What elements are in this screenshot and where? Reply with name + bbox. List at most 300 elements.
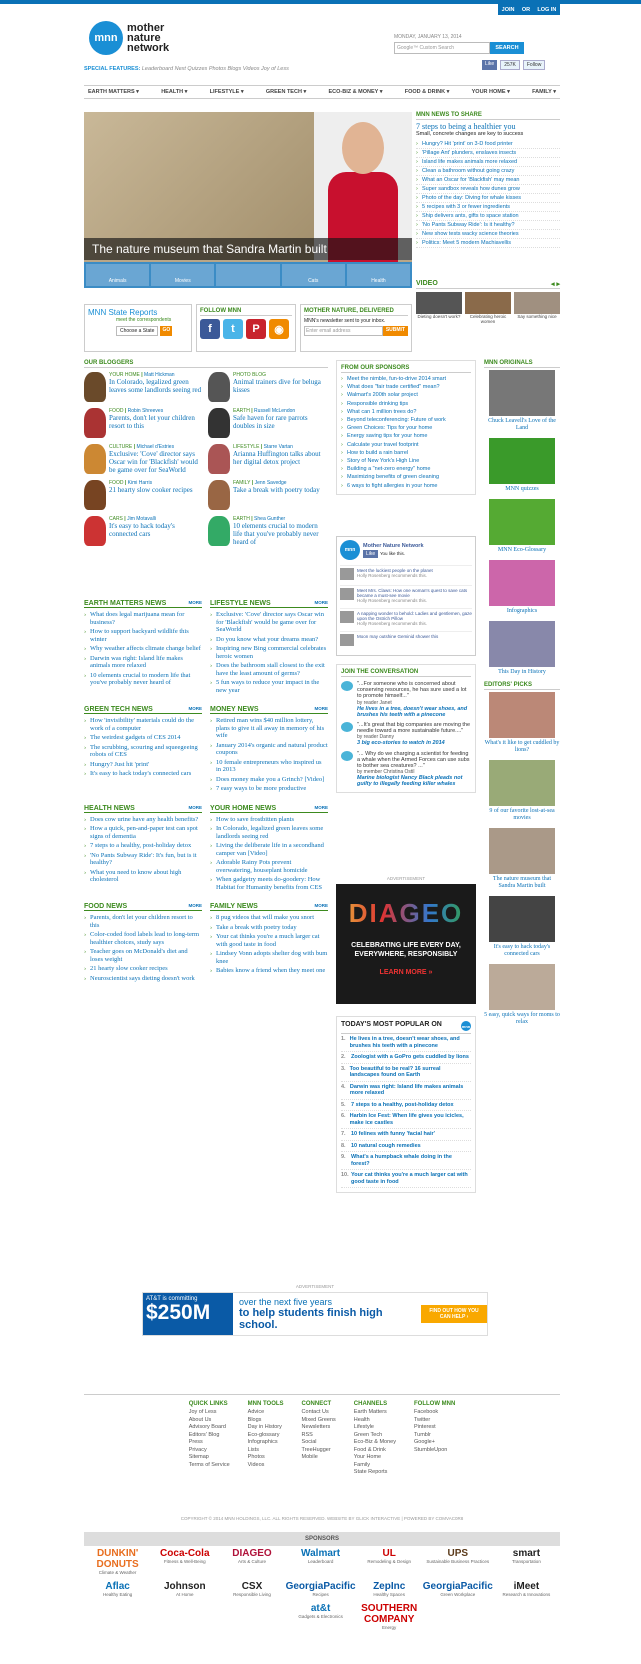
sponsor-logo[interactable] [493, 1548, 560, 1575]
share-item[interactable]: › Politics: Meet 5 modern Machiavellis [416, 239, 560, 248]
state-select[interactable]: Choose a State [116, 326, 158, 336]
blogger-item[interactable] [84, 516, 204, 546]
hero-thumb[interactable]: Movies [151, 264, 214, 286]
news-item[interactable]: › 'No Pants Subway Ride': It's fun, but is it healthy? [84, 852, 202, 867]
news-item[interactable]: › In Colorado, legalized green leaves some landlords seeing red [210, 825, 328, 840]
editors-pick[interactable] [484, 692, 560, 754]
nav-lifestyle[interactable]: LIFESTYLE ▾ [209, 89, 244, 95]
editors-pick-title[interactable]: It's easy to hack today's connected cars [493, 944, 551, 957]
share-item[interactable]: › 'Pillage Ant' plunders, enslaves insects [416, 149, 560, 158]
footer-link[interactable]: StumbleUpon [413, 1446, 448, 1453]
blogger-item[interactable] [84, 444, 204, 474]
news-item[interactable]: › Do you know what your dreams mean? [210, 636, 328, 644]
site-logo[interactable] [89, 21, 169, 55]
blogger-post-title[interactable]: Exclusive: 'Cove' director says Oscar win for 'Blackfish' would be game over for SeaWorld [109, 450, 198, 474]
news-item[interactable]: › How to save frostbitten plants [210, 816, 328, 824]
news-section-title[interactable]: EARTH MATTERS NEWS [84, 600, 167, 607]
news-sections [84, 600, 328, 984]
footer-column [354, 1401, 396, 1477]
original-item[interactable] [484, 370, 560, 432]
news-item[interactable]: › Darwin was right: Island life makes animals more relaxed [84, 655, 202, 670]
footer-link[interactable]: Google+ [413, 1439, 435, 1445]
popular-item[interactable] [341, 1129, 471, 1141]
share-item[interactable]: › What an Oscar for 'Blackfish' may mean [416, 176, 560, 185]
popular-title[interactable]: Darwin was right: Island life makes animals more relaxed [349, 1083, 464, 1096]
video-item[interactable] [514, 292, 560, 324]
sponsor-logo[interactable] [423, 1581, 493, 1597]
editors-pick-title[interactable]: The nature museum that Sandra Martin built [492, 876, 552, 889]
comment-bubble-icon [341, 681, 353, 691]
state-sub[interactable]: meet the correspondents [116, 317, 172, 323]
nav-health[interactable]: HEALTH ▾ [161, 89, 188, 95]
footer-link[interactable]: RSS [301, 1431, 313, 1438]
more-link[interactable]: MORE [188, 706, 202, 711]
footer-link[interactable]: Your Home [353, 1454, 382, 1460]
original-item[interactable] [484, 438, 560, 493]
news-item[interactable]: › Parents, don't let your children resort to this [84, 914, 202, 929]
share-item[interactable]: › Island life makes animals more relaxed [416, 158, 560, 167]
blogger-text [233, 480, 320, 510]
logo-line: network [127, 42, 170, 54]
original-item[interactable] [484, 499, 560, 554]
more-link[interactable]: MORE [188, 804, 202, 810]
fb-post[interactable] [340, 565, 472, 580]
fb-post[interactable] [340, 631, 472, 646]
footer-link[interactable]: Twitter [413, 1416, 431, 1423]
att-banner-ad[interactable] [142, 1292, 488, 1336]
blogger-post-title[interactable]: In Colorado, legalized green leaves some landlords seeing red [109, 378, 202, 394]
news-item[interactable]: › Does cow urine have any health benefits? [84, 816, 202, 824]
popular-item[interactable] [341, 1100, 471, 1112]
blogger-item[interactable] [84, 480, 204, 510]
sponsor-logo[interactable] [151, 1581, 218, 1597]
footer-link[interactable]: Pinterest [413, 1424, 436, 1430]
nav-food-drink[interactable]: FOOD & DRINK ▾ [404, 89, 450, 95]
hero-thumb[interactable]: Animals [86, 264, 149, 286]
sponsor-item[interactable]: › How to build a rain barrel [341, 449, 471, 457]
sponsor-logo[interactable] [493, 1581, 560, 1597]
sponsor-logo[interactable] [423, 1548, 493, 1575]
twitter-icon[interactable]: t [223, 319, 243, 339]
sponsor-item[interactable]: › What can 1 million trees do? [341, 408, 471, 416]
popular-title[interactable]: Too beautiful to be real? 16 surreal landscapes found on Earth [349, 1065, 441, 1078]
sponsor-item[interactable]: › Energy saving tips for your home [341, 432, 471, 440]
editors-pick[interactable] [484, 896, 560, 958]
sponsor-logo[interactable] [151, 1548, 218, 1575]
share-item[interactable]: › Super sandbox reveals how dunes grow [416, 185, 560, 194]
footer-link[interactable]: TreeHugger [301, 1446, 331, 1453]
sponsor-item[interactable]: › Story of New York's High Line [341, 457, 471, 465]
email-input[interactable]: Enter email address [304, 326, 383, 336]
newsletter-form [304, 326, 408, 336]
popular-item[interactable] [341, 1082, 471, 1100]
diageo-learn-more[interactable]: LEARN MORE » [379, 969, 433, 976]
video-item[interactable] [465, 292, 511, 324]
hero-caption[interactable]: The nature museum that Sandra Martin built [84, 238, 412, 260]
blogger-category: FOOD | Robin Shreeves [109, 408, 164, 414]
footer-link[interactable]: Videos [247, 1461, 265, 1468]
fb-post[interactable] [340, 585, 472, 603]
hero-thumb[interactable] [216, 264, 279, 286]
follow-icons [200, 319, 292, 339]
news-item[interactable]: › 8 pug videos that will make you snort [210, 914, 328, 922]
popular-item[interactable] [341, 1034, 471, 1052]
footer-link[interactable]: Lifestyle [353, 1424, 374, 1430]
news-section-title[interactable]: HEALTH NEWS [84, 804, 135, 812]
fb-page-logo[interactable]: mnn [340, 540, 360, 560]
footer-heading: QUICK LINKS [188, 1401, 228, 1407]
original-item-image [489, 499, 555, 545]
state-go-button[interactable]: GO [160, 326, 172, 336]
popular-item[interactable] [341, 1052, 471, 1064]
blogger-cat: CULTURE [109, 444, 133, 450]
popular-title[interactable]: What's a humpback whale doing in the forest? [350, 1154, 452, 1167]
more-link[interactable]: MORE [314, 706, 328, 711]
news-item[interactable]: › Neuroscientist says dieting doesn't work [84, 975, 202, 983]
blogger-item[interactable] [84, 372, 204, 402]
sponsor-item[interactable]: › Calculate your travel footprint [341, 441, 471, 449]
banner-headline: to help students finish high school. [239, 1307, 383, 1331]
facebook-icon[interactable]: f [200, 319, 220, 339]
editors-pick-title[interactable]: 5 easy, quick ways for moms to relax [484, 1012, 560, 1025]
sponsor-category: Healthy Spaces [373, 1592, 405, 1597]
share-item[interactable]: › Clean a bathroom without going crazy [416, 167, 560, 176]
original-item-image [489, 621, 555, 667]
blogger-avatar [208, 372, 230, 402]
more-link[interactable]: MORE [314, 903, 328, 908]
sponsor-logo[interactable] [286, 1548, 356, 1575]
sponsor-logo[interactable] [218, 1581, 285, 1597]
popular-title[interactable]: Zoologist with a GoPro gets cuddled by lions [351, 1054, 469, 1060]
news-item[interactable]: › 7 steps to a healthy, post-holiday detox [84, 842, 202, 850]
news-item[interactable]: › It's easy to hack today's connected cars [84, 770, 202, 778]
sponsor-logo[interactable] [356, 1581, 423, 1597]
footer-link[interactable]: Infographics [247, 1439, 278, 1445]
sponsor-logo[interactable] [286, 1581, 356, 1597]
news-section-header [210, 903, 328, 911]
news-item[interactable]: › What you need to know about high cholesterol [84, 869, 202, 884]
share-item[interactable]: › Photo of the day: Diving for whale kisses [416, 194, 560, 203]
more-link[interactable]: MORE [188, 903, 202, 908]
news-section-title[interactable]: GREEN TECH NEWS [84, 706, 153, 713]
comment-article-link[interactable]: 3 big eco-stories to watch in 2014 [357, 740, 445, 747]
blogger-author[interactable]: Michael d'Estries [136, 444, 175, 450]
newsletter-signup [300, 304, 412, 352]
blogger-post-title[interactable]: Safe haven for rare parrots doubles in size [233, 414, 308, 430]
footer-link[interactable]: Mixed Greens [301, 1416, 336, 1423]
footer-link[interactable]: Newsletters [301, 1424, 331, 1430]
sponsor-name: smart [512, 1548, 541, 1559]
footer-link[interactable]: Day in History [247, 1424, 282, 1430]
blogger-item[interactable] [208, 372, 328, 402]
footer-link[interactable]: Eco-glossary [247, 1431, 280, 1438]
blogger-cat: FAMILY [233, 480, 251, 486]
sponsor-logo[interactable] [356, 1548, 423, 1575]
news-section-title[interactable]: YOUR HOME NEWS [210, 804, 277, 812]
news-item[interactable]: › 21 hearty slow cooker recipes [84, 965, 202, 973]
footer-link[interactable]: About Us [188, 1416, 212, 1423]
popular-title[interactable]: 7 steps to a healthy, post-holiday detox [351, 1101, 454, 1108]
popular-title[interactable]: 10 natural cough remedies [351, 1142, 421, 1149]
blogger-post-title[interactable]: 10 elements crucial to modern life that you've probably never heard of [233, 522, 319, 546]
nav-family[interactable]: FAMILY ▾ [532, 89, 556, 95]
popular-item[interactable] [341, 1152, 471, 1170]
footer-link[interactable]: Joy of Less [188, 1409, 217, 1415]
blogger-post-title[interactable]: It's easy to hack today's connected cars [109, 522, 175, 538]
facebook-like-button[interactable]: Like [482, 60, 497, 70]
share-list [416, 140, 560, 248]
news-section [84, 600, 202, 696]
footer-link[interactable]: Privacy [188, 1446, 207, 1453]
more-link[interactable]: MORE [314, 804, 328, 810]
hero-thumb[interactable]: Cats [282, 264, 345, 286]
hero-slideshow[interactable] [84, 112, 412, 288]
news-item[interactable]: › How 'invisibility' materials could do the work of a computer [84, 717, 202, 732]
news-item[interactable]: › 10 elements crucial to modern life that you've probably never heard of [84, 672, 202, 687]
main-nav [84, 85, 560, 99]
footer-link[interactable]: Editors' Blog [188, 1431, 220, 1438]
blogger-author[interactable]: Kimi Harris [127, 480, 153, 486]
original-item[interactable] [484, 621, 560, 676]
banner-cta[interactable]: FIND OUT HOW YOU CAN HELP › [421, 1305, 487, 1323]
nav-eco-biz[interactable]: ECO-BIZ & MONEY ▾ [328, 89, 383, 95]
news-item[interactable]: › Your cat thinks you're a much larger cat with good taste in food [210, 933, 328, 948]
footer-link[interactable]: Food & Drink [353, 1446, 386, 1453]
nav-green-tech[interactable]: GREEN TECH ▾ [265, 89, 307, 95]
footer-link[interactable]: Advisory Board [188, 1424, 226, 1430]
news-item[interactable]: › The scrubbing, scouring and squeegeeing robots of CES [84, 744, 202, 759]
popular-item[interactable] [341, 1141, 471, 1153]
sponsor-item[interactable]: › Green Choices: Tips for your home [341, 424, 471, 432]
news-item[interactable]: › Why weather affects climate change belief [84, 645, 202, 653]
comment-article-link[interactable]: He lives in a tree, doesn't wear shoes, and brushes his teeth with a pinecone [357, 705, 468, 718]
share-item[interactable]: › Hungry? Hit 'print' on 3-D food printer [416, 140, 560, 149]
news-item[interactable]: › How to support backyard wildlife this winter [84, 628, 202, 643]
nav-your-home[interactable]: YOUR HOME ▾ [471, 89, 510, 95]
fb-post-title[interactable]: Moon may outshine Geminid shower this [357, 634, 439, 639]
footer-column [189, 1401, 230, 1477]
fb-like-button[interactable]: Like [363, 550, 378, 558]
news-section-title[interactable]: MONEY NEWS [210, 706, 259, 713]
share-item[interactable]: › 'No Pants Subway Ride': Is it healthy? [416, 221, 560, 230]
original-item-title[interactable]: Infographics [506, 608, 538, 614]
convo-item [341, 751, 471, 788]
join-the-conversation [336, 664, 476, 793]
news-item[interactable]: › Does the bathroom stall closest to the exit have the least amount of germs? [210, 662, 328, 677]
news-item[interactable]: › Adorable Rainy Pots prevent overwatering, houseplant homicide [210, 859, 328, 874]
footer-link[interactable]: Contact Us [301, 1409, 329, 1415]
originals-heading: MNN ORIGINALS [484, 360, 560, 368]
popular-title[interactable]: Harbin Ice Fest: When life gives you icicles, make ice castles [349, 1113, 464, 1126]
footer-link[interactable]: Mobile [301, 1454, 318, 1460]
fb-post-title[interactable]: Meet Mrs. Claws: How one woman's quest to save cats became a must-see movie [357, 588, 468, 598]
news-section-header [84, 903, 202, 911]
blogger-item[interactable] [208, 408, 328, 438]
fb-post-title[interactable]: A napping wonder to behold: Ladies and gentlemen, gaze upon the Ostrich Pillow [357, 611, 472, 621]
footer-link[interactable]: Photos [247, 1454, 265, 1460]
pinterest-icon[interactable]: P [246, 319, 266, 339]
popular-title[interactable]: He lives in a tree, doesn't wear shoes, and brushes his teeth with a pinecone [349, 1036, 460, 1049]
current-date: MONDAY, JANUARY 13, 2014 [394, 34, 462, 40]
or-text: OR [521, 6, 531, 13]
blogger-post-title[interactable]: 21 hearty slow cooker recipes [109, 486, 193, 494]
original-item-title[interactable]: MNN quizzes [505, 486, 539, 492]
footer-link[interactable]: Advice [247, 1409, 265, 1415]
news-item[interactable]: › When gadgetry meets do-goodery: How Habitat for Humanity benefits from CES [210, 876, 328, 891]
news-section-title[interactable]: FAMILY NEWS [210, 903, 258, 910]
original-item-title[interactable]: Chuck Leavell's Love of the Land [488, 418, 556, 431]
editors-pick-title[interactable]: What's it like to get cuddled by lions? [484, 740, 560, 753]
video-thumbs [416, 292, 560, 324]
login-link[interactable]: LOG IN [537, 6, 557, 13]
rss-icon[interactable]: ◉ [269, 319, 289, 339]
news-item[interactable]: › 10 female entrepreneurs who inspired us in 2013 [210, 759, 328, 774]
share-item[interactable]: › Ship delivers ants, gifts to space station [416, 212, 560, 221]
sponsor-logo[interactable] [84, 1581, 151, 1597]
sponsor-logo[interactable] [356, 1603, 423, 1630]
news-section-title[interactable]: FOOD NEWS [84, 903, 128, 910]
twitter-follow-button[interactable]: Follow [523, 60, 545, 70]
popular-rank: 3. [341, 1065, 346, 1072]
editors-pick[interactable] [484, 964, 560, 1026]
footer-link[interactable]: Family [353, 1461, 370, 1468]
news-item[interactable]: › Exclusive: 'Cove' director says Oscar win for 'Blackfish' would be game over for SeaWorld [210, 611, 328, 634]
news-item[interactable]: › Teacher goes on McDonald's diet and loses weight [84, 948, 202, 963]
share-item[interactable]: › New show tests wacky science theories [416, 230, 560, 239]
footer-link[interactable]: State Reports [353, 1469, 388, 1475]
news-item[interactable]: › Lindsey Vonn adopts shelter dog with bum knee [210, 950, 328, 965]
more-link[interactable]: MORE [188, 600, 202, 605]
footer-link[interactable]: Blogs [247, 1416, 262, 1423]
video-item[interactable] [416, 292, 462, 324]
sponsor-item[interactable]: › Walmart's 200th solar project [341, 391, 471, 399]
join-link[interactable]: JOIN [501, 6, 515, 13]
blogger-text [109, 444, 204, 474]
blogger-post-title[interactable]: Animal trainers dive for beluga kisses [233, 378, 321, 394]
share-item[interactable]: › 5 recipes with 3 or fewer ingredients [416, 203, 560, 212]
blogger-author[interactable]: Russell McLendon [254, 408, 296, 414]
banner-middle [233, 1293, 421, 1335]
news-item[interactable]: › Color-coded food labels lead to long-term healthier choices, study says [84, 931, 202, 946]
blogger-item[interactable] [208, 480, 328, 510]
blogger-author[interactable]: Jenn Savedge [254, 480, 287, 486]
sponsor-logo[interactable] [218, 1548, 285, 1575]
news-item[interactable]: › The weirdest gadgets of CES 2014 [84, 734, 202, 742]
fb-post-title[interactable]: Meet the luckiest people on the planet [357, 568, 433, 573]
footer-link[interactable]: Green Tech [353, 1431, 383, 1438]
submit-button[interactable]: SUBMIT [383, 326, 408, 336]
comment-author: by member Christina Ostil [357, 769, 415, 776]
special-features-links[interactable]: Leaderboard Next Quizzes Photos Blogs Videos Joy of Less [141, 66, 289, 72]
blogger-author[interactable]: Jim Motavalli [127, 516, 156, 522]
footer-link[interactable]: Health [353, 1416, 370, 1423]
footer-link[interactable]: Terms of Service [188, 1461, 230, 1468]
news-item[interactable]: › Does money make you a Grinch? [Video] [210, 776, 328, 784]
news-item[interactable]: › Babies know a friend when they meet one [210, 967, 328, 975]
blogger-author[interactable]: Shea Gunther [254, 516, 286, 522]
news-section-title[interactable]: LIFESTYLE NEWS [210, 600, 271, 607]
share-heading: MNN NEWS TO SHARE [416, 112, 560, 120]
editors-pick-title[interactable]: 9 of our favorite lost-at-sea movies [489, 808, 555, 821]
news-item[interactable]: › 5 fun ways to reduce your impact in the new year [210, 679, 328, 694]
sponsor-item[interactable]: › What does "fair trade certified" mean? [341, 383, 471, 391]
original-item-title[interactable]: This Day in History [498, 669, 546, 675]
footer-link[interactable]: Lists [247, 1446, 259, 1453]
footer-link[interactable]: Social [301, 1439, 317, 1445]
share-title[interactable]: 7 steps to being a healthier you [416, 122, 516, 131]
popular-item[interactable] [341, 1111, 471, 1129]
popular-item[interactable] [341, 1170, 471, 1188]
fb-post[interactable] [340, 608, 472, 626]
state-select-row [116, 326, 188, 336]
sponsor-name: Aflac [105, 1581, 130, 1592]
footer-link[interactable]: Earth Matters [353, 1409, 387, 1415]
footer-link[interactable]: Eco-Biz & Money [353, 1439, 396, 1445]
sponsor-item[interactable]: › Responsible drinking tips [341, 400, 471, 408]
footer-link[interactable]: Tumblr [413, 1431, 431, 1438]
blogger-post-title[interactable]: Take a break with poetry today [233, 486, 320, 494]
sponsor-item[interactable]: › 6 ways to fight allergies in your home [341, 482, 471, 490]
sponsor-item[interactable]: › Maximizing benefits of green cleaning [341, 473, 471, 481]
news-item[interactable]: › Inspiring new Bing commercial celebrates heroic women [210, 645, 328, 660]
blogger-item[interactable] [208, 516, 328, 546]
news-item[interactable]: › Hungry? Just hit 'print' [84, 761, 202, 769]
sponsor-logo[interactable] [84, 1548, 151, 1575]
sponsor-item[interactable]: › Building a "net-zero energy" home [341, 465, 471, 473]
popular-title[interactable]: 10 felines with funny 'facial hair' [351, 1131, 435, 1137]
editors-pick[interactable] [484, 828, 560, 890]
news-item[interactable]: › What does legal marijuana mean for business? [84, 611, 202, 626]
news-item[interactable]: › January 2014's organic and natural product coupons [210, 742, 328, 757]
blogger-item[interactable] [208, 444, 328, 474]
news-item[interactable]: › 7 easy ways to be more productive [210, 785, 328, 793]
blogger-author[interactable]: Robin Shreeves [127, 408, 164, 414]
blogger-item[interactable] [84, 408, 204, 438]
news-item[interactable]: › Living the deliberate life in a secondhand camper van [Video] [210, 842, 328, 857]
more-link[interactable]: MORE [314, 600, 328, 605]
diageo-ad[interactable] [336, 884, 476, 1004]
nav-earth-matters[interactable]: EARTH MATTERS ▾ [88, 89, 139, 95]
original-item[interactable] [484, 560, 560, 615]
news-item[interactable]: › Retired man wins $40 million lottery, plans to give it all away in memory of his wife [210, 717, 328, 740]
editors-pick[interactable] [484, 760, 560, 822]
popular-item[interactable] [341, 1064, 471, 1082]
popular-title[interactable]: Your cat thinks you're a much larger cat with good taste in food [351, 1172, 468, 1185]
search-button[interactable]: SEARCH [490, 42, 524, 54]
news-item[interactable]: › Take a break with poetry today [210, 924, 328, 932]
sponsor-item[interactable]: › Beyond teleconferencing: Future of work [341, 416, 471, 424]
blogger-post-title[interactable]: Parents, don't let your children resort to this [109, 414, 195, 430]
convo-comment [341, 722, 471, 734]
blogger-author[interactable]: Starre Vartan [263, 444, 293, 450]
footer-link[interactable]: Press [188, 1439, 203, 1445]
blogger-author[interactable]: Matt Hickman [144, 372, 175, 378]
news-item[interactable]: › How a quick, pen-and-paper test can spot signs of dementia [84, 825, 202, 840]
footer-link[interactable]: Facebook [413, 1409, 439, 1415]
sponsor-item[interactable]: › Meet the nimble, fun-to-drive 2014 smart [341, 375, 471, 383]
originals-list [484, 370, 560, 676]
original-item-title[interactable]: MNN Eco-Glossary [497, 547, 547, 553]
video-pager-icon[interactable]: ◂ ▸ [551, 281, 560, 288]
fb-page-name[interactable]: Mother Nature Network [363, 543, 424, 549]
sponsor-logo[interactable] [286, 1603, 356, 1630]
comment-article-link[interactable]: Marine biologist Nancy Black pleads not guilty to illegally feeding killer whales [357, 775, 463, 788]
blogger-post-title[interactable]: Arianna Huffington talks about her digital detox project [233, 450, 321, 466]
search-input[interactable]: Google™ Custom Search [394, 42, 490, 54]
footer-heading: MNN TOOLS [247, 1401, 284, 1407]
footer-link[interactable]: Sitemap [188, 1454, 209, 1460]
hero-thumb[interactable]: Health [347, 264, 410, 286]
